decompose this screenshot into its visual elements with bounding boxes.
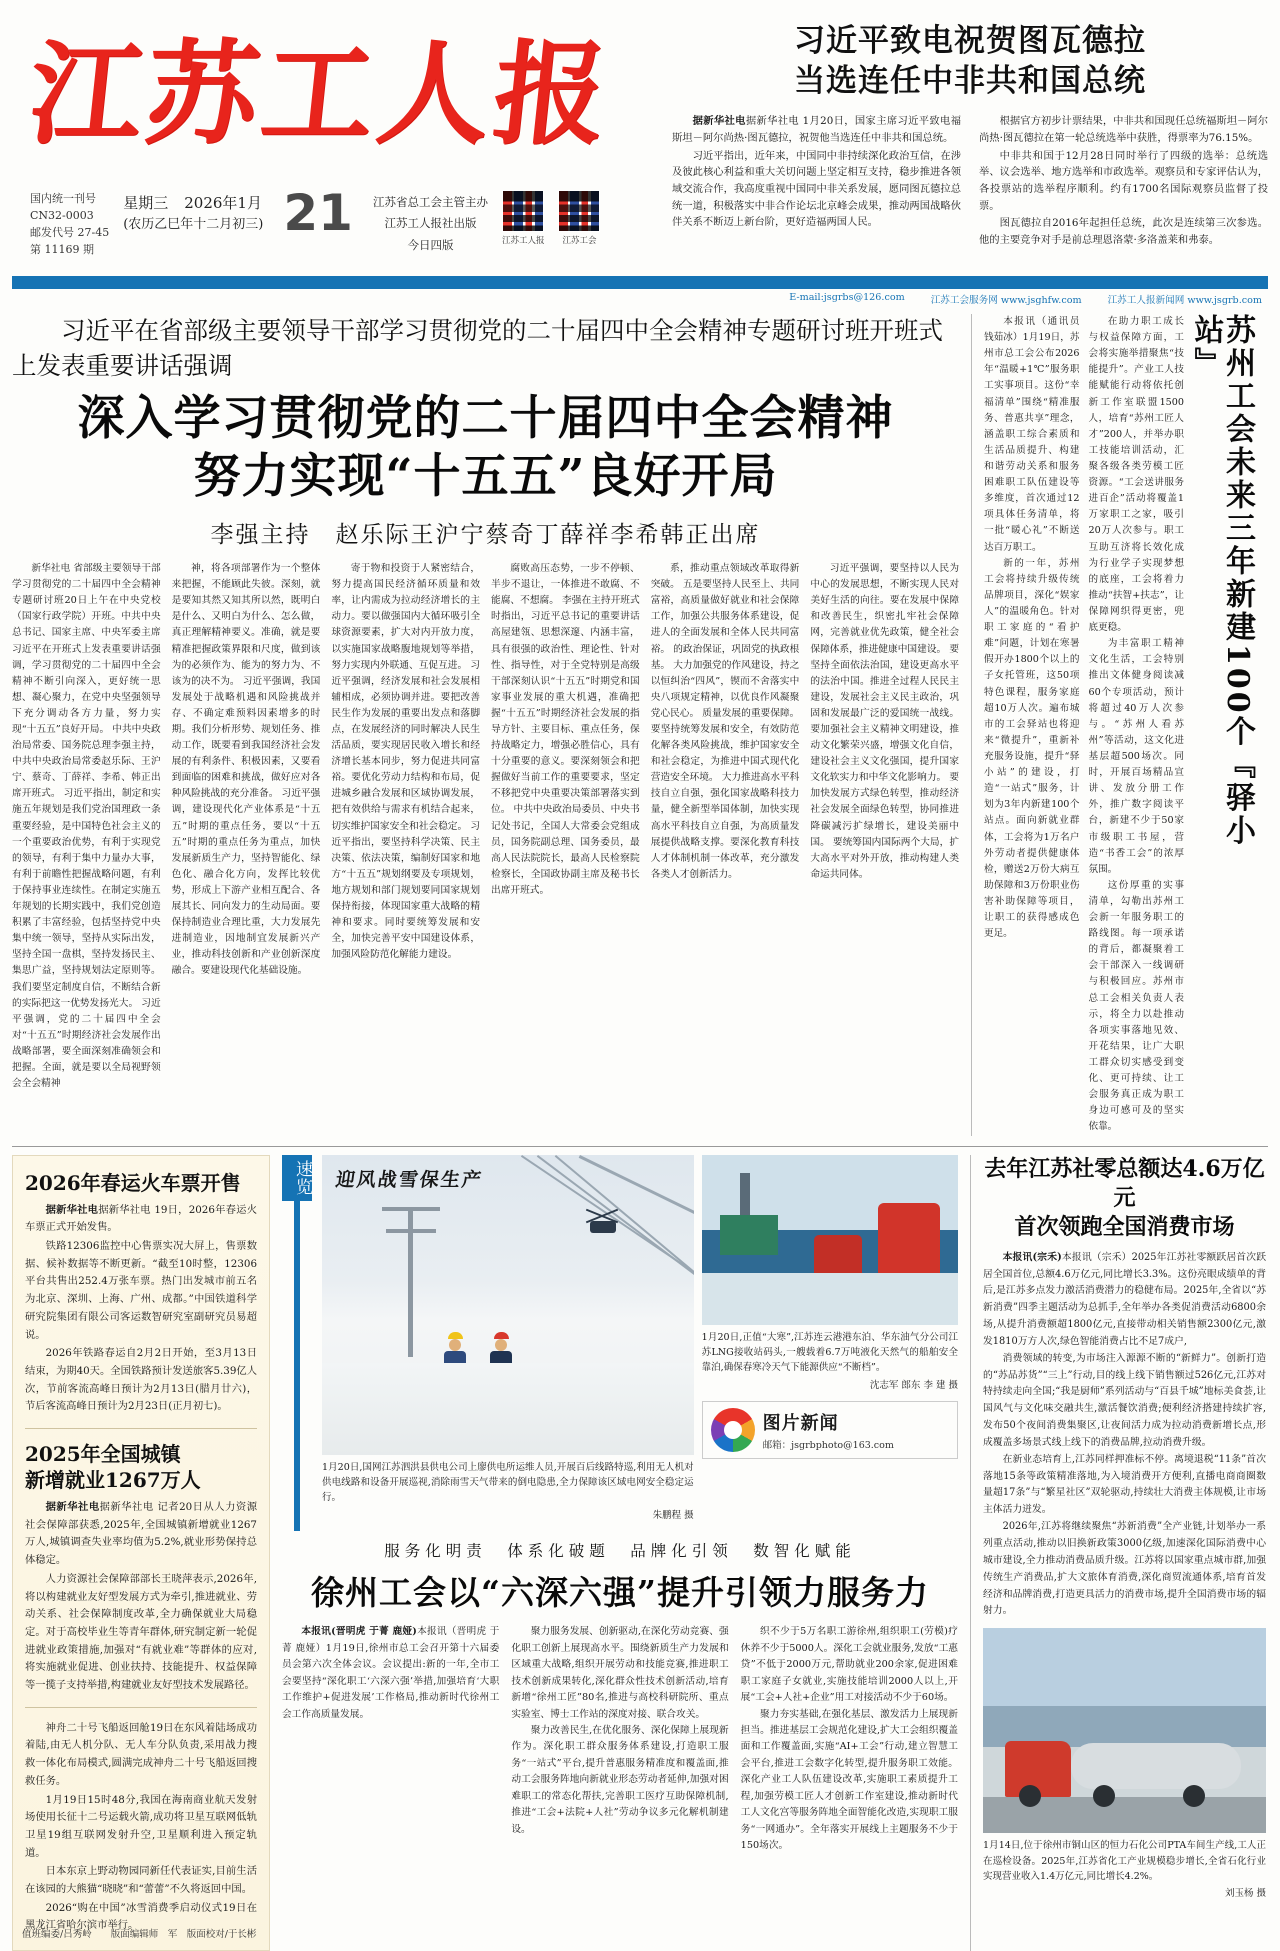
photo-news-email: 邮箱：jsgrbphoto@163.com xyxy=(762,1440,894,1452)
paragraph: 寄于物和投资于人紧密结合，努力提高国民经济循环质量和效率，让内需成为拉动经济增长的主动力。要以做强国内大循环吸引全球资源要素，扩大对内开放力度，以实施国家战略腹地规划等举措，努力实现内外联通、互促互进。 习近平强调，经济发展和社会发展相辅相成，必须协调并进。要把改善民生作为发展的重要出发点和落脚点，在发展经济的同时解决人民生活品质，要实现居民收入增长和经济增长基本同步，努力促进共同富裕。要优化劳动力结构和布局，促进城乡融合发展和区域协调发展，把有效供给与需求有机结合起来，切实维护国家安全和社会稳定。 习近平指出，要坚持科学决策、民主决策、依法决策，编制好国家和地方“十五五”规划纲要及专项规划，地方规划和部门规划要同国家规划保持衔接，体现国家重大战略的精神和要求。同时要统筹发展和安全，加快完善平安中国建设体系，加强风险防范化解能力建设。 xyxy=(331,563,481,961)
suzhou-story xyxy=(972,314,1262,1136)
ship-photo-caption xyxy=(702,1330,958,1394)
lead-col-5 xyxy=(651,561,800,1092)
top-story xyxy=(662,0,1268,272)
masthead-info xyxy=(12,184,662,258)
masthead-links xyxy=(12,289,1268,306)
date-block xyxy=(123,190,263,234)
caption-credit: 朱鹏程 摄 xyxy=(652,1509,694,1521)
issn-number: CN32-0003 xyxy=(30,209,94,223)
photo-news-title: 图片新闻 xyxy=(762,1413,839,1435)
union-service-link[interactable]: 江苏工会服务网 www.jsghfw.com xyxy=(930,295,1082,306)
paragraph: 在新业态培育上,江苏同样押准标不停。离境退税“11条”首次落地15条等政策精准落地,为入境消费开方便利,直播电商商圈数量超17条”与“繁星社区”双轮驱动,持续壮大消费主体规模,让市场主体活力迸发。 xyxy=(983,1453,1266,1516)
gregorian-date: 2026年1月 xyxy=(184,194,262,212)
paragraph: 本报讯（通讯员 钱茹冰）1月19日，苏州市总工会公布2026年“温暖+1℃”服务职工实事项目。这份“幸福清单”围绕“精准服务、普惠共享”理念，涵盖职工综合素质和生活品质提升、构建和谐劳动关系和服务困难职工队伍建设等多维度，首次通过12项具体任务清单，将一批“暖心礼”不断送达百万职工。 xyxy=(984,316,1080,553)
top-story-body xyxy=(672,113,1268,249)
paragraph: 习近平强调，要坚持以人民为中心的发展思想，不断实现人民对美好生活的向往。要在发展中保障和改善民生，织密扎牢社会保障网，完善就业优先政策，健全社会保障体系，推进健康中国建设。 要坚持全面依法治国，建设更高水平的法治中国。推进全过程人民民主建设，发展社会主义民主政治，巩固和发展最广泛的爱国统一战线。 要加强社会主义精神文明建设，推动文化繁荣兴盛，增强文化自信，建设社会主义文化强国，提升国家文化软实力和中华文化影响力。 要加快发展方式绿色转型，推动经济社会发展全面绿色转型，协同推进降碳减污扩绿增长，建设美丽中国。 要统筹国内国际两个大局，扩大高水平对外开放，推动构建人类命运共同体。 xyxy=(810,563,960,880)
paragraph-text: 据新华社电 19日，2026年春运火车票正式开始发售。 xyxy=(25,1203,257,1234)
postal-code: 邮发代号 27-45 xyxy=(30,226,110,240)
lead-shoulder: 习近平在省部级主要领导干部学习贯彻党的二十届四中全会精神专题研讨班开班式上发表重要讲话强调 xyxy=(12,316,943,380)
masthead-left xyxy=(12,0,662,272)
paragraph: 聚力服务发展、创新驱动,在深化劳动竞赛、强化职工创新上展现高水平。围绕新质生产力发展和区域重大战略,组织开展劳动和技能竞赛,推进职工技术创新成果转化,深化群众性技术创新活动,培育新增“徐州工匠”80名,推进与高校科研院所、重点实验室、博士工作站的深度对接、联合攻关。 xyxy=(511,1626,729,1720)
paragraph: 聚力夯实基础,在强化基层、激发活力上展现新担当。推进基层工会规范化建设,扩大工会组织覆盖面和工作覆盖面,实施“AI+工会”行动,建立智慧工会平台,推进工会数字化转型,提升服务职工效能。深化产业工人队伍建设改革,实施职工素质提升工程,加强劳模工匠人才创新工作室建设,推动新时代工人文化宫等服务阵地全面智能化改造,实现职工服务“一网通办”。全年落实开展线上主题服务不少于150场次。 xyxy=(740,1708,958,1852)
speed-badge-stem xyxy=(294,1201,300,1531)
day-number: 21 xyxy=(283,184,353,242)
caption-text: 1月20日,正值“大寒”,江苏连云港港东泊、华东油气分公司江苏LNG接收站码头,一艘载着6.7万吨液化天然气的船舶安全靠泊,确保春寒冷天气下能源供应“不断档”。 xyxy=(701,1331,958,1374)
top-story-col-1 xyxy=(672,113,961,249)
truck-photo xyxy=(983,1628,1266,1833)
caption-text: 1月14日,位于徐州市铜山区的恒力石化公司PTA车间生产线,工人正在巡检设备。2025年,江苏省化工产业规模稳步增长,全省石化行业实现营业收入1.4万亿元,同比增长4.2%。 xyxy=(983,1840,1266,1882)
footer-credits: 值班编委/吕秀岭 版面编辑师 军 版面校对/于长彬 xyxy=(22,1929,257,1940)
retail-headline-line2: 首次领跑全国消费市场 xyxy=(1014,1213,1235,1240)
email-link[interactable]: E-mail:jsgrbs@126.com xyxy=(789,292,905,303)
truck-photo-caption xyxy=(983,1838,1266,1902)
issn-label: 国内统一刊号 xyxy=(30,192,96,205)
suzhou-columns xyxy=(984,314,1184,1136)
paragraph-text: 本报讯（晋明虎 于菁 鹿娅）1月19日,徐州市总工会召开第十六届委员会第六次全体会议。会议提出:新的一年,全市工会要坚持“深化职工‘六深六强’举措,加强培育‘大职工作维护+促进发展’工作格局,推动新时代徐州工会工作高质量发展。 xyxy=(282,1626,500,1720)
paragraph: 据新华社电据新华社电 记者20日从人力资源社会保障部获悉,2025年,全国城镇新增就业1267万人,城镇调查失业率均值为5.2%,就业形势保持总体稳定。 xyxy=(25,1501,258,1567)
suzhou-col-1 xyxy=(984,314,1080,1136)
snow-photo-caption xyxy=(322,1460,694,1524)
qr-caption-2: 江苏工会 xyxy=(562,236,597,246)
divider xyxy=(25,1707,257,1708)
xuzhou-col-1 xyxy=(282,1624,499,1855)
paragraph: 2026年铁路春运自2月2日开始，至3月13日结束，为期40天。全国铁路预计发送旅客5.39亿人次，节前客流高峰日预计为2月13日(腊月廿六)，节后客流高峰日预计为2月23日(正月初七)。 xyxy=(25,1347,257,1413)
paragraph: 人力资源社会保障部部长王晓萍表示,2026年,将以构建就业友好型发展方式为牵引,推进就业、劳动关系、社会保障制度改革,全力确保就业大局稳定。对于高校毕业生等青年群体,研究制定新一轮促进就业政策措施,加强对“有就业难”等群体的应对,将实施就业促进、创业扶持、技能提升、权益保障等一揽子支持举措,构建就业友好型技术发展路径。 xyxy=(25,1572,257,1692)
caption-text: 1月20日,国网江苏泗洪县供电公司上廖供电所运维人员,开展百后线路特巡,利用无人机对供电线路和设备开展巡视,消除雨雪天气带来的倒电隐患,全力保障该区域电网安全稳定运行。 xyxy=(322,1461,694,1504)
drone-icon xyxy=(590,1221,616,1233)
speed-badge-label: 速览 xyxy=(282,1155,312,1201)
paragraph: 本报讯(宗禾)本报讯（宗禾）2025年江苏社零额跃居首次跃居全国首位,总额4.6万亿元,同比增长3.3%。这份亮眼成绩单的背后,是江苏多点发力激活消费潜力的稳健布局。2025年,全省以“苏新消费”四季主题活动为总抓手,全年举办各类促消费活动6800余场,从提升消费额超1800亿元,直接带动相关销售额2300亿元,激发1810万方人次,绿色智能消费占比不足7成户, xyxy=(983,1251,1266,1347)
issue-number: 第 11169 期 xyxy=(30,243,94,257)
caption-credit: 沈志军 郎东 李 建 摄 xyxy=(869,1379,958,1391)
briefs-box xyxy=(12,1155,270,1951)
paragraph: 据新华社电据新华社电 19日，2026年春运火车票正式开始发售。 xyxy=(25,1203,257,1234)
center-column xyxy=(270,1155,970,1951)
camera-shutter-icon xyxy=(711,1408,755,1452)
paragraph: 习近平指出，近年来，中国同中非持续深化政治互信，在涉及彼此核心利益和重大关切问题上坚定相互支持，稳步推进各领域交流合作，我高度重视中国同中非关系发展，愿同图瓦德拉总统一道，积极落实中非合作论坛北京峰会成果，推动两国战略伙伴关系不断迈上新台阶，更好造福两国人民。 xyxy=(672,149,961,229)
paragraph: 织不少于5万名职工游徐州,组织职工(劳模)疗休养不少于5000人。深化工会就业服务,发放“工惠贷”不低于2000万元,帮助就业200余家,促进困难职工家庭子女就业,实施技能培训2000人以上,开展“工会+人社+企业”用工对接活动不少于60场。 xyxy=(740,1626,958,1704)
lead-col-3 xyxy=(331,561,480,1092)
paragraph: 2026“购在中国”冰雪消费季启动仪式19日在黑龙江省哈尔滨市举行。 xyxy=(25,1901,257,1932)
paragraph: 根据官方初步计票结果，中非共和国现任总统福斯坦－阿尔尚热·图瓦德拉在第一轮总统选举中获胜，得票率为76.15%。 xyxy=(979,115,1268,145)
brief-1-body xyxy=(25,1202,257,1416)
logo-wrap xyxy=(12,0,662,190)
page-footer xyxy=(0,1926,1280,1940)
brief-2-title-line2: 新增就业1267万人 xyxy=(25,1468,201,1493)
brief-2-body xyxy=(25,1499,257,1695)
brief-2-title-line1: 2025年全国城镇 xyxy=(25,1442,181,1467)
divider xyxy=(25,1428,257,1429)
lead-col-4 xyxy=(491,561,640,1092)
top-story-headline-line2: 当选连任中非共和国总统 xyxy=(794,62,1146,99)
xuzhou-headline: 徐州工会以“六深六强”提升引领力服务力 xyxy=(311,1573,929,1613)
main-section xyxy=(12,314,1268,1136)
snow-photo-overlay-title: 迎风战雪保生产 xyxy=(334,1168,485,1191)
paragraph-text: 本报讯（宗禾）2025年江苏社零额跃居首次跃居全国首位,总额4.6万亿元,同比增长3.3%。这份亮眼成绩单的背后,是江苏多点发力激活消费潜力的稳健布局。2025年,全省以“苏新消费”四季主题活动为总抓手,全年举办各类促消费活动6800余场,从提升消费额超1800亿元,直接带动相关销售额2300亿元,激发1810万方人次,绿色智能消费占比不足7成户, xyxy=(983,1251,1266,1347)
ship-photo xyxy=(702,1155,958,1325)
retail-story xyxy=(970,1155,1266,1951)
paragraph: 新华社电 省部级主要领导干部学习贯彻党的二十届四中全会精神专题研讨班20日上午在中央党校（国家行政学院）开班。中共中央总书记、国家主席、中央军委主席习近平在开班式上发表重要讲话强调，学习贯彻党的二十届四中全会精神不断引向深入，更好统一思想、凝心聚力，在党中央坚强领导下充分调动各方力量，努力实现“十五五”良好开局。 中共中央政治局常委、国务院总理李强主持，中共中央政治局常委赵乐际、王沪宁、蔡奇、丁薛祥、李希、韩正出席开班式。 习近平指出，制定和实施五年规划是我们党治国理政一条重要经验，是中国特色社会主义的一个重要政治优势，有利于实现党的领导，有利于集中力量办大事，有利于前瞻性把握战略问题，有利于保持事业连续性。在制定实施五年规划的长期实践中，我们党创造积累了丰富经验，包括坚持党中央集中统一领导，坚持从实际出发，坚持全国一盘棋，坚持发扬民主、集思广益，坚持规划法定原则等。我们要坚定制度自信，不断结合新的实际把这一优势发扬光大。 习近平强调，党的二十届四中全会对“十五五”时期经济社会发展作出战略部署，要全面深刻准确领会和把握。全面，就是要以全局视野领会全会精神 xyxy=(12,563,161,1090)
paragraph-text: 据新华社电 1月20日，国家主席习近平致电福斯坦－阿尔尚热·图瓦德拉，祝贺他当选连任中非共和国总统。 xyxy=(672,115,961,145)
snow-photo xyxy=(322,1155,694,1455)
lunar-date: (农历乙巳年十二月初三) xyxy=(123,216,264,232)
retail-body xyxy=(983,1250,1266,1621)
sponsor-line2: 江苏工人报社出版 xyxy=(384,216,477,231)
xuzhou-columns xyxy=(282,1624,958,1855)
caption-credit: 刘玉杨 摄 xyxy=(1224,1888,1266,1900)
lead-title-line1: 深入学习贯彻党的二十届四中全会精神 xyxy=(77,390,894,446)
top-story-headline xyxy=(672,22,1268,101)
paragraph: 新的一年，苏州工会将持续升级传统品牌项目，深化“娱家人”的温暖角色。针对职工家庭的“看护难”问题，计划在寒暑假开办1800个以上的子女托管班，这50项特色课程，服务家庭超10万人次。遍布城市的工会驿站也将迎来“微提升”，重新补充服务设施，提升“驿小站”的建设，打造“一站式”服务，计划为3年内新建100个站点。面向新就业群体，工会将为1万名户外劳动者提供健康体检，赠送2万份大病互助保障和3万份职业伤害补助保障等项目，让职工的获得感成色更足。 xyxy=(984,557,1080,940)
brief-2-title xyxy=(25,1441,257,1493)
blue-divider-bar xyxy=(12,276,1268,289)
paragraph: 为丰富职工精神文化生活，工会特别推出文体健身阅读减60个专项活动，预计将超过40万人次参与。“苏州人看苏州”等活动，这文化进基层超500场次。同时，开展百场精品宣讲、发放分册工作外，推广数字阅读平台，新建不少于50家市级职工书屋，营造“书香工会”的浓厚氛围。 xyxy=(1088,638,1184,875)
lead-col-2 xyxy=(172,561,321,1092)
suzhou-vertical-headline: 苏州工会未来三年新建100个『驿小站』 xyxy=(1188,314,1255,848)
lead-title xyxy=(12,390,959,508)
suzhou-col-2 xyxy=(1089,314,1185,1136)
lead-subtitle: 李强主持 赵乐际王沪宁蔡奇丁薛祥李希韩正出席 xyxy=(210,522,761,549)
qr-caption-1: 江苏工人报 xyxy=(501,236,545,246)
qr-code-image xyxy=(502,190,544,232)
news-site-link[interactable]: 江苏工人报新闻网 www.jsgrb.com xyxy=(1107,295,1262,306)
paragraph: 铁路12306监控中心售票实况大屏上，售票数据、候补数据等不断更新。“截至10时整，12306平台共售出252.4万张车票。热门出发城市前五名为北京、深圳、上海、广州、成都。”中国铁道科学研究院集团有限公司客运数智研究室副研究员易超说。 xyxy=(25,1239,257,1341)
paragraph-text: 据新华社电 记者20日从人力资源社会保障部获悉,2025年,全国城镇新增就业1267万人,城镇调查失业率均值为5.2%,就业形势保持总体稳定。 xyxy=(25,1501,258,1567)
photo-block xyxy=(282,1155,958,1524)
qr-code-1[interactable] xyxy=(502,190,545,246)
xuzhou-col-2 xyxy=(511,1624,728,1855)
retail-headline xyxy=(983,1155,1266,1242)
top-story-headline-line1: 习近平致电祝贺图瓦德拉 xyxy=(794,23,1146,59)
speed-badge xyxy=(282,1155,312,1524)
photo-news-badge[interactable] xyxy=(702,1401,958,1459)
page-count: 今日四版 xyxy=(407,237,454,252)
brief-1-title: 2026年春运火车票开售 xyxy=(25,1170,241,1195)
paragraph: 中非共和国于12月28日同时举行了四级的选举：总统选举、议会选举、地方选举和市政选举。观察员和专家评估认为，各投票站的选举程序顺利。约有1700名国际观察员监督了投票。 xyxy=(979,149,1268,212)
paragraph: 1月19日15时48分,我国在海南商业航天发射场使用长征十二号运载火箭,成功将卫星互联网低轨卫星19组互联网发射升空,卫星顺利进入预定轨道。 xyxy=(25,1793,257,1859)
qr-code-image xyxy=(558,190,600,232)
paragraph: 据新华社电据新华社电 1月20日，国家主席习近平致电福斯坦－阿尔尚热·图瓦德拉，祝贺他当选连任中非共和国总统。 xyxy=(672,115,961,145)
qr-code-2[interactable] xyxy=(558,190,600,246)
paragraph: 在助力职工成长与权益保障方面，工会将实施举措聚焦“技能提升”。产业工人技能赋能行动将依托创新工作室联盟1500人，培育“苏州工匠人才”200人，并举办职工技能培训活动，汇聚各级各类劳模工匠资源。“工会送讲服务进百企”活动将覆盖1万家职工之家，吸引20万人次参与。职工互助互济将长效化成为行业学子实现梦想的底座，工会将着力推动“扶智+扶志”，让保障网织得更密，兜底更稳。 xyxy=(1088,316,1184,634)
paragraph: 这份厚重的实事清单，勾勒出苏州工会新一年服务职工的路线图。每一项承诺的背后，都凝聚着工会干部深入一线调研与积极回应。苏州市总工会相关负责人表示，将全力以赴推动各项实事落地见效、开花结果，让广大职工群众切实感受到变化、更可持续、让工会服务真正成为职工身边可感可及的坚实依靠。 xyxy=(1088,879,1184,1133)
top-story-col-2 xyxy=(979,113,1268,249)
lower-section xyxy=(12,1146,1268,1951)
sponsor-line1: 江苏省总工会主管主办 xyxy=(372,195,488,209)
paragraph: 腐败高压态势，一步不停顿、半步不退让，一体推进不敢腐、不能腐、不想腐。 李强在主持开班式时指出，习近平总书记的重要讲话高屋建瓴、思想深邃、内涵丰富，具有很强的政治性、理论性、针对性、指导性，对于全党特别是高级干部深刻认识“十五五”时期党和国家事业发展的重大机遇，准确把握“十五五”时期经济社会发展的指导方针、主要目标、重点任务，保持战略定力，增强必胜信心，具有十分重要的意义。要深刻领会和把握做好当前工作的重要要求，坚定不移把党中央重要决策部署落实到位。 中共中央政治局委员、中央书记处书记，全国人大常委会党组成员，国务院副总理、国务委员，最高人民法院院长，最高人民检察院检察长，全国政协副主席及秘书长出席开班式。 xyxy=(491,563,640,896)
masthead xyxy=(12,0,1268,272)
xuzhou-kicker: 服务化明责 体系化破题 品牌化引领 数智化赋能 xyxy=(384,1542,856,1561)
paragraph: 2026年,江苏将继续聚焦“苏新消费”全产业链,计划举办一系列重点活动,推动以旧换新政策3000亿级,加速深化国际消费中心城市建设,全力推动消费品质升级。江苏将以国家重点城市群,加强传统生产消费品,扩大文旅体育消费,深化商贸流通体系,培育首发经济和品牌消费,打造更具活力的消费市场,提升全国消费市场的辐射力。 xyxy=(983,1521,1266,1617)
paragraph: 消费领域的转变,为市场注入源源不断的“新鲜力”。创新打造的“苏品苏货”“三上”行动,目的线上线下销售额过526亿元,江苏对特持续走向全国;“我是厨师”系列活动与“百县千城”地标美食荟,让国风气与文化味交融共生,激活餐饮消费;便利经济搭建持续扩容,发布50个夜间消费集聚区,让夜间活力成为拉动消费新增长点,形成覆盖多场景式线上线下的消费品牌,拉动消费升级。 xyxy=(983,1352,1266,1448)
paragraph: 本报讯(晋明虎 于菁 鹿娅)本报讯（晋明虎 于菁 鹿娅）1月19日,徐州市总工会召开第十六届委员会第六次全体会议。会议提出:新的一年,全市工会要坚持“深化职工‘六深六强’举措,加强培育‘大职工作维护+促进发展’工作格局,推动新时代徐州工会工作高质量发展。 xyxy=(282,1626,500,1720)
paragraph: 系，推动重点领域改革取得新突破。 五是要坚持人民至上、共同富裕，高质量做好就业和社会保障工作，加强公共服务体系建设，促进人的全面发展和全体人民共同富裕。 的政治保证，巩固党的执政根基。 大力加强党的作风建设，持之以恒纠治“四风”，锲而不舍落实中央八项规定精神，以优良作风凝聚党心民心。 质量发展的重要保障。要坚持统筹发展和安全，有效防范化解各类风险挑战，维护国家安全和社会稳定，为推进中国式现代化营造安全环境。 大力推进高水平科技自立自强，强化国家战略科技力量，健全新型举国体制，加快实现高水平科技自立自强，为高质量发展提供战略支撑。要深化教育科技人才体制机制一体改革，充分激发各类人才创新活力。 xyxy=(650,563,800,880)
weekday: 星期三 xyxy=(123,194,169,212)
sponsor-block xyxy=(373,190,488,256)
paragraph: 图瓦德拉自2016年起担任总统，此次是连续第三次参选。他的主要竞争对手是前总理恩洛蒙·多洛盖莱和弗泰。 xyxy=(979,217,1268,247)
retail-headline-line1: 去年江苏社零总额达4.6万亿元 xyxy=(984,1155,1265,1211)
publication-ids xyxy=(30,190,109,258)
brief-3-body xyxy=(25,1720,257,1935)
paragraph: 神舟二十号飞船返回舱19日在东风着陆场成功着陆,由无人机分队、无人车分队负责,采用战力搜救一体化布局模式,圆满完成神舟二十号飞船返回搜救任务。 xyxy=(25,1721,257,1787)
lead-title-line2: 努力实现“十五五”良好开局 xyxy=(193,449,778,505)
xuzhou-col-3 xyxy=(741,1624,958,1855)
newspaper-logo: 江苏工人报 xyxy=(23,29,617,160)
paragraph: 神，将各项部署作为一个整体来把握，不能顾此失彼。深刻，就是要知其然又知其所以然，既明白是什么、又明白为什么、怎么做，真正理解精神要义。准确，就是要精准把握政策界限和尺度，做到该为的必须作为、能为的努力为、不该为的决不为。 习近平强调，我国发展处于战略机遇和风险挑战并存、不确定难预料因素增多的时期。我们分析形势、规划任务、推动工作，既要看到我国经济社会发展的有利条件、积极因素，又要看到面临的困难和挑战，做好应对各种风险挑战的充分准备。 习近平强调，建设现代化产业体系是“十五五”时期的重点任务，要以“十五五”时期的重点任务为重点，加快发展新质生产力，坚持智能化、绿色化、融合化方向，发挥比较优势，形成上下游产业相互配合、各展其长、同向发力的生动局面。要保持制造业合理比重，大力发展先进制造业，因地制宜发展新兴产业，推动科技创新和产业创新深度融合。要建设现代化基础设施。 xyxy=(171,563,321,977)
lead-col-6 xyxy=(810,561,959,1092)
paragraph: 日本东京上野动物园同新任代表证实,目前生活在该园的大熊猫“晓晓”和“蕾蕾”不久将返回中国。 xyxy=(25,1865,257,1896)
paragraph: 聚力改善民生,在优化服务、深化保障上展现新作为。深化职工群众服务体系建设,打造职工服务“一站式”平台,提升普惠服务精准度和覆盖面,推动工会服务阵地向新就业形态劳动者延伸,加强对困难职工的常态化帮扶,完善职工医疗互助保障机制,推进“工会+法院+人社”劳动争议多元化解机制建设。 xyxy=(511,1724,729,1835)
lead-columns xyxy=(12,561,959,1092)
lead-story xyxy=(12,314,972,1136)
lead-col-1 xyxy=(12,561,161,1092)
